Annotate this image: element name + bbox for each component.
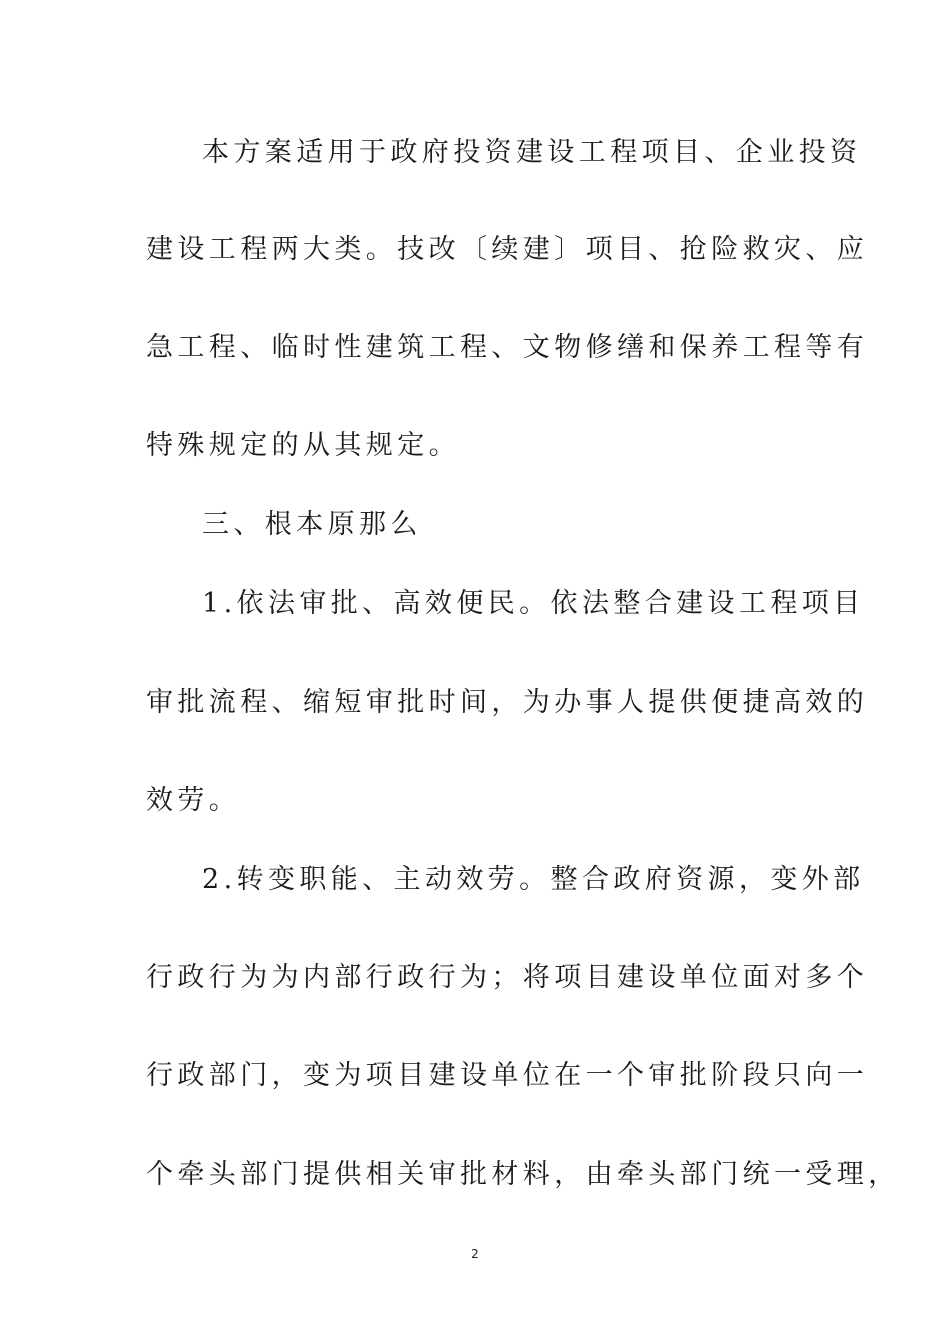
paragraph-scope-line-1: 本方案适用于政府投资建设工程项目、企业投资: [202, 137, 862, 168]
principle-2-line-1: 2.转变职能、主动效劳。整合政府资源，变外部: [202, 864, 865, 895]
section-heading: 三、根本原那么: [202, 509, 422, 540]
principle-2-line-2: 行政行为为内部行政行为；将项目建设单位面对多个: [146, 962, 869, 993]
principle-1-line-3: 效劳。: [146, 785, 241, 816]
paragraph-scope-line-4: 特殊规定的从其规定。: [146, 430, 460, 461]
principle-2-line-4: 个牵头部门提供相关审批材料，由牵头部门统一受理，: [146, 1159, 900, 1190]
page-number: 2: [471, 1247, 479, 1261]
principle-2-line-3: 行政部门，变为项目建设单位在一个审批阶段只向一: [146, 1060, 869, 1091]
principle-1-line-1: 1.依法审批、高效便民。依法整合建设工程项目: [202, 588, 865, 619]
paragraph-scope-line-3: 急工程、临时性建筑工程、文物修缮和保养工程等有: [146, 332, 869, 363]
principle-1-line-2: 审批流程、缩短审批时间，为办事人提供便捷高效的: [146, 687, 869, 718]
paragraph-scope-line-2: 建设工程两大类。技改〔续建〕项目、抢险救灾、应: [146, 234, 869, 265]
